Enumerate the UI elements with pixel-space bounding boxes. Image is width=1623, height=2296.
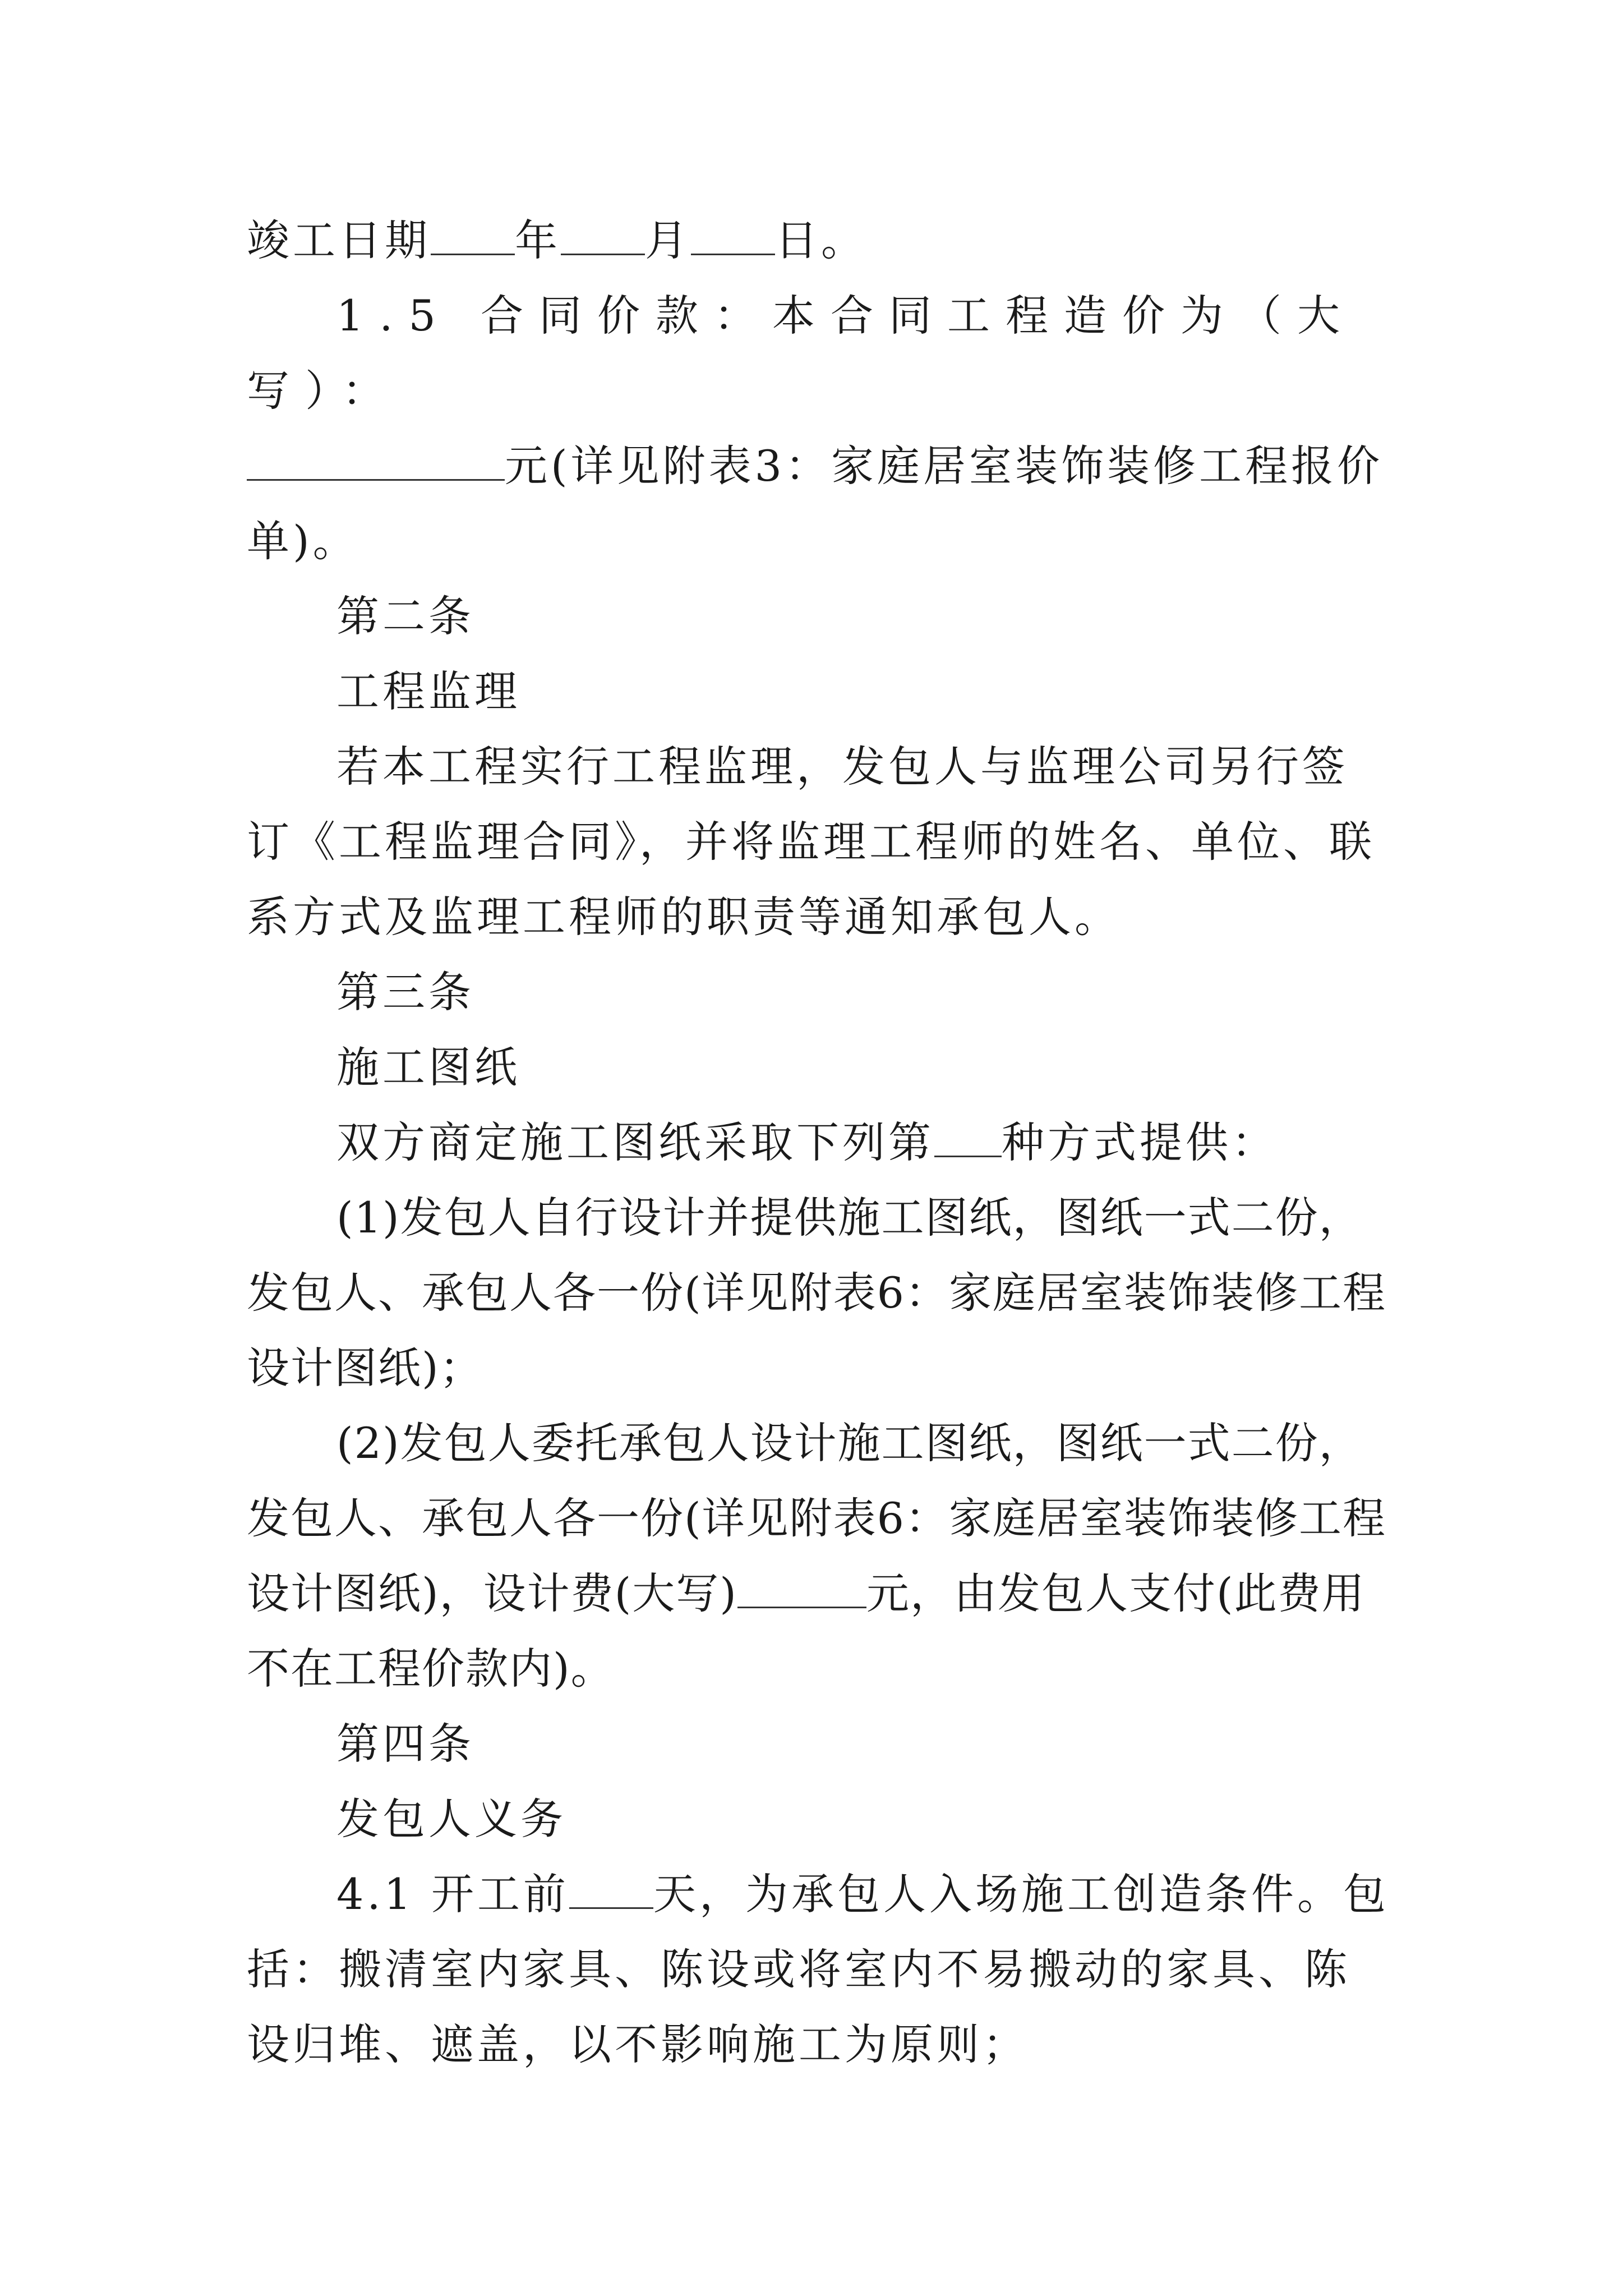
article-3-intro-prefix: 双方商定施工图纸采取下列第 — [336, 1117, 934, 1167]
completion-date-label: 竣工日期 — [247, 215, 431, 265]
clause-1-5-cont — [247, 429, 1391, 579]
article-3-title: 施工图纸 — [336, 1042, 520, 1092]
document-body — [247, 203, 1391, 2082]
month-blank — [561, 221, 645, 255]
article-4-title: 发包人义务 — [336, 1794, 566, 1844]
article-2-number: 第二条 — [336, 591, 474, 641]
clause-4-1-prefix: 4.1 开工前 — [336, 1869, 570, 1919]
article-3-option-2-suffix: 元，由发包人支付(此费用不在工程价款内)。 — [247, 1568, 1366, 1694]
article-3-option-1: (1)发包人自行设计并提供施工图纸，图纸一式二份，发包人、承包人各一份(详见附表6：家庭居室装饰装修工程设计图纸)； — [247, 1193, 1387, 1393]
article-4-number: 第四条 — [336, 1719, 474, 1769]
clause-1-5 — [247, 278, 1391, 429]
option-number-blank — [934, 1123, 1002, 1157]
article-2-body: 若本工程实行工程监理，发包人与监理公司另行签订《工程监理合同》，并将监理工程师的姓名、单位、联系方式及监理工程师的职责等通知承包人。 — [247, 742, 1375, 942]
year-label: 年 — [515, 215, 561, 265]
clause-1-5-suffix: 元(详见附表3：家庭居室装饰装修工程报价单)。 — [247, 441, 1384, 566]
clause-1-5-text: 1.5 合同价款：本合同工程造价为（大写）： — [247, 291, 1356, 416]
article-3-intro-suffix: 种方式提供： — [1002, 1117, 1278, 1167]
completion-date-line — [247, 203, 1391, 278]
article-3-option-2-prefix: (2)发包人委托承包人设计施工图纸，图纸一式二份，发包人、承包人各一份(详见附表6：家庭居室装饰装修工程设计图纸)，设计费(大写) — [247, 1418, 1387, 1618]
day-label: 日。 — [775, 215, 867, 265]
design-fee-blank — [737, 1574, 866, 1608]
clause-4-1-suffix: 天，为承包人入场施工创造条件。包括：搬清室内家具、陈设或将室内不易搬动的家具、陈设归堆、遮盖，以不影响施工为原则； — [247, 1869, 1390, 2069]
month-label: 月 — [645, 215, 691, 265]
article-3-option-2 — [247, 1406, 1391, 1706]
clause-4-1 — [247, 1857, 1391, 2082]
year-blank — [431, 221, 515, 255]
contract-price-blank — [247, 447, 505, 481]
article-3-number: 第三条 — [336, 967, 474, 1017]
days-blank — [569, 1875, 653, 1909]
article-3-intro — [247, 1105, 1391, 1180]
day-blank — [691, 221, 775, 255]
article-2-title: 工程监理 — [336, 666, 520, 716]
